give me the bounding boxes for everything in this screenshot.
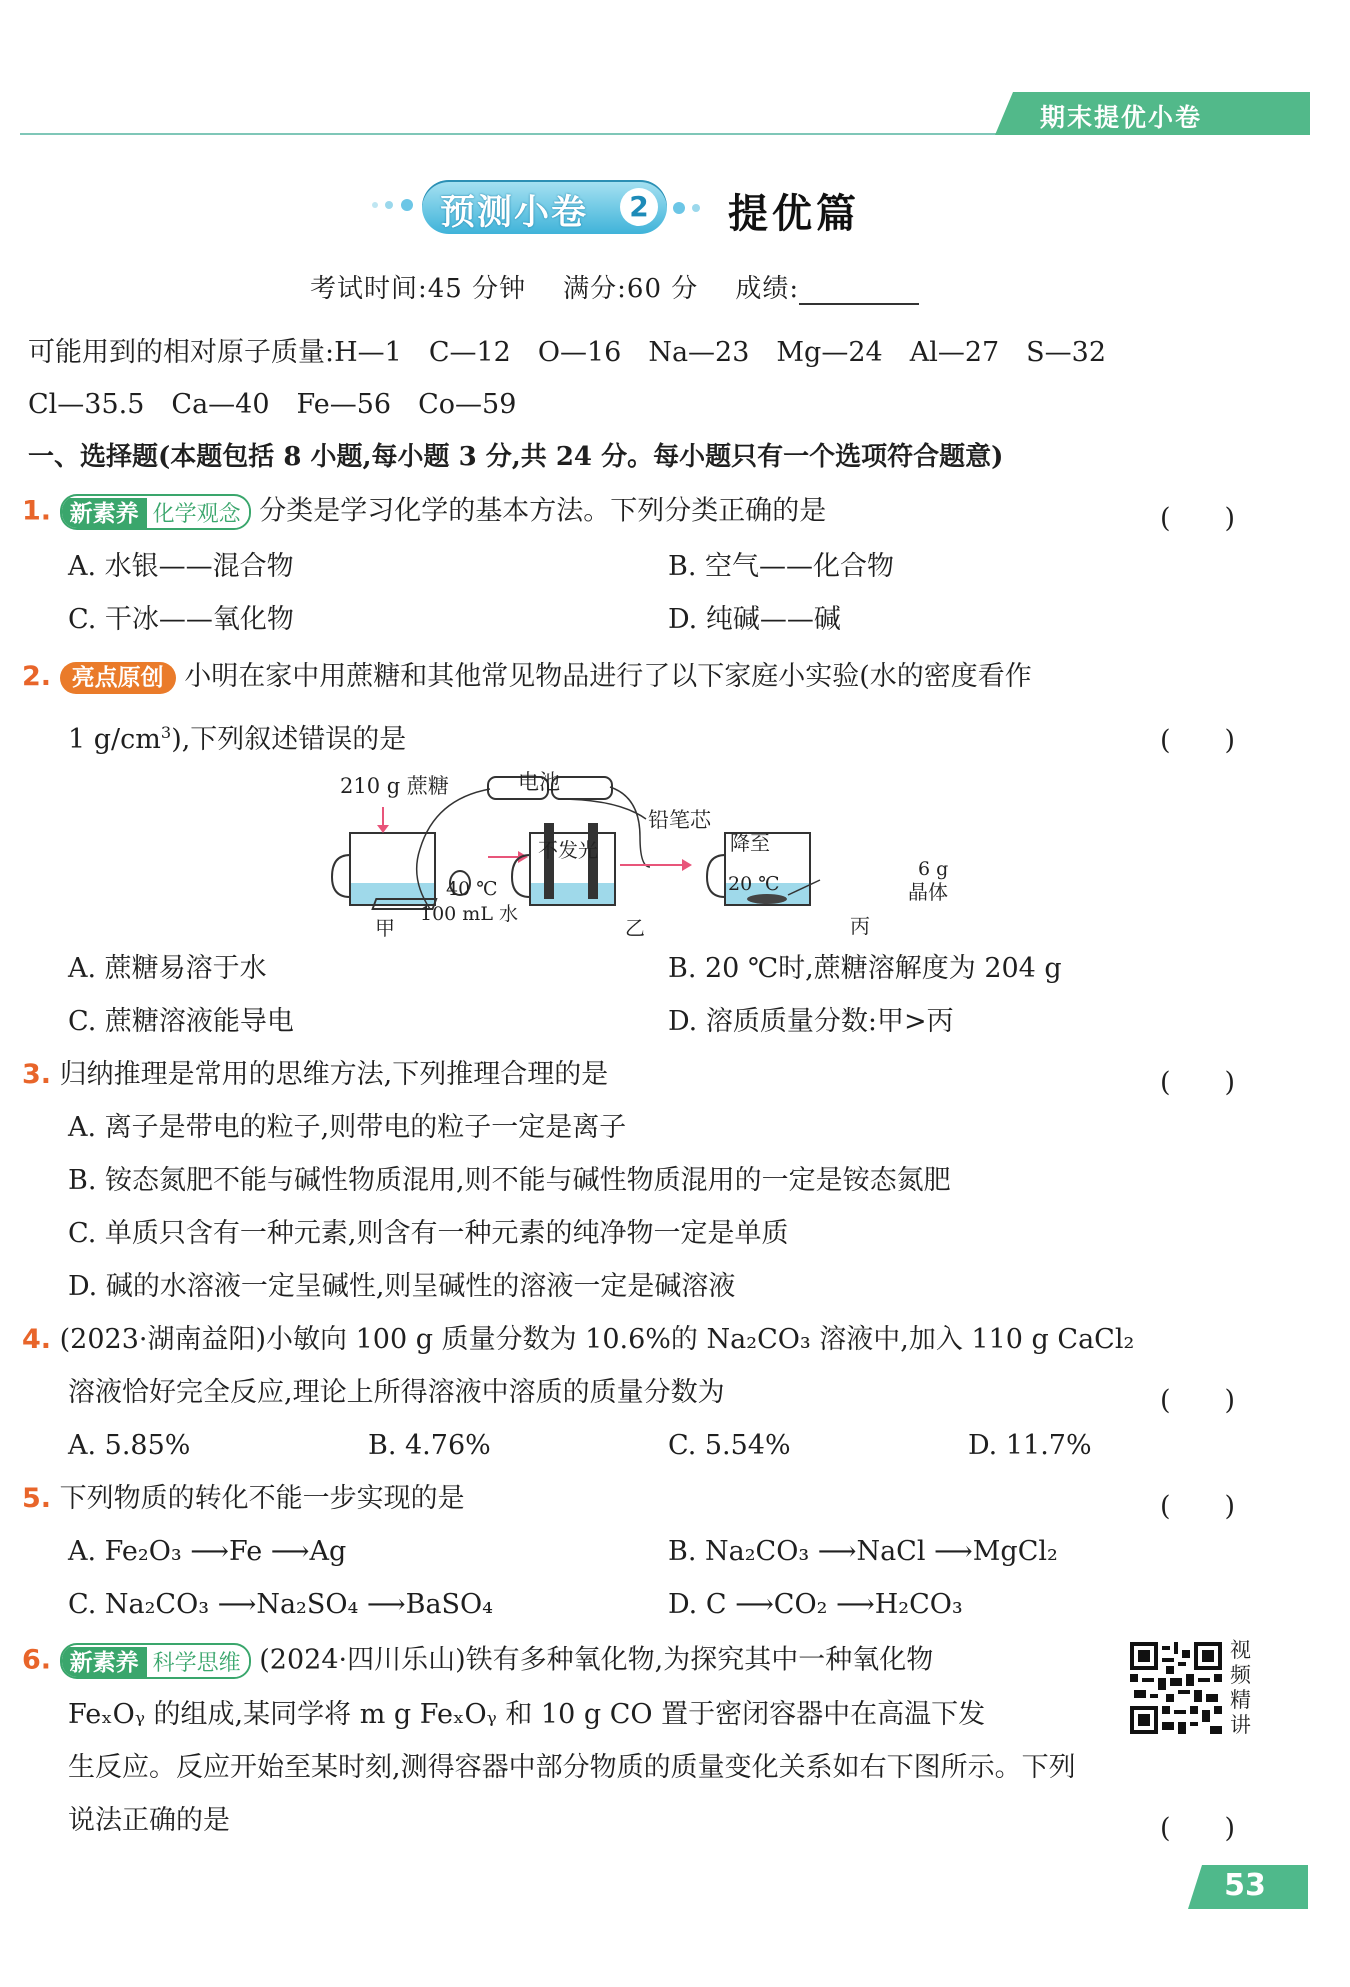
question-2 (22, 660, 1032, 694)
cup-handle-jia (332, 855, 350, 897)
section-heading: 一、选择题(本题包括 8 小题,每小题 3 分,共 24 分。每小题只有一个选项符合题意) (28, 442, 1004, 472)
exam-time: 考试时间:45 分钟 (310, 274, 527, 304)
answer-paren: ( ) (1160, 503, 1236, 534)
exam-info (310, 268, 919, 305)
answer-paren: ( ) (1160, 1491, 1236, 1522)
question-stem: 下列物质的转化不能一步实现的是 (59, 1483, 465, 1514)
label-crystal: 晶体 (908, 880, 948, 904)
q5-option-d: D. C ⟶CO₂ ⟶H₂CO₃ (668, 1589, 963, 1620)
atomic-mass-line1: 可能用到的相对原子质量:H—1 C—12 O—16 Na—23 Mg—24 Al—27 S—32 (28, 337, 1107, 368)
q2-option-b: B. 20 ℃时,蔗糖溶解度为 204 g (668, 953, 1062, 984)
q1-option-a: A. 水银——混合物 (68, 551, 294, 582)
question-stem: 小敏向 100 g 质量分数为 10.6%的 Na₂CO₃ 溶液中,加入 110 g CaCl₂ (266, 1324, 1135, 1355)
question-1 (22, 494, 826, 530)
badge-original: 亮点原创 (60, 662, 176, 694)
q4-option-c: C. 5.54% (668, 1430, 791, 1461)
title-dots-left-icon (365, 190, 425, 220)
label-temp1: 40 ℃ (446, 878, 498, 900)
exam-score: 满分:60 分 (563, 274, 699, 304)
label-water: 100 mL 水 (420, 903, 518, 925)
answer-paren: ( ) (1160, 1067, 1236, 1098)
video-lecture-label: 视 频 精 讲 (1230, 1638, 1251, 1737)
question-6-stem-line3: 生反应。反应开始至某时刻,测得容器中部分物质的质量变化关系如右下图所示。下列 (68, 1752, 1076, 1783)
q4-option-b: B. 4.76% (368, 1430, 491, 1461)
q2-option-a: A. 蔗糖易溶于水 (68, 953, 267, 984)
question-number: 1. (22, 495, 52, 527)
label-jia: 甲 (375, 916, 395, 940)
badge-new-literacy: 新素养 科学思维 (60, 1643, 251, 1679)
question-stem: 小明在家中用蔗糖和其他常见物品进行了以下家庭小实验(水的密度看作 (184, 661, 1032, 692)
q5-option-b: B. Na₂CO₃ ⟶NaCl ⟶MgCl₂ (668, 1536, 1058, 1567)
question-stem: 归纳推理是常用的思维方法,下列推理合理的是 (59, 1059, 609, 1090)
question-6-stem-line2: FeₓOᵧ 的组成,某同学将 m g FeₓOᵧ 和 10 g CO 置于密闭容器中在高温下发 (68, 1699, 986, 1730)
answer-paren: ( ) (1160, 725, 1236, 756)
q3-option-d: D. 碱的水溶液一定呈碱性,则呈碱性的溶液一定是碱溶液 (68, 1271, 736, 1302)
question-5 (22, 1482, 465, 1516)
label-pencil: 铅笔芯 (648, 808, 711, 832)
label-cool-to: 降至 (730, 831, 770, 855)
q1-option-b: B. 空气——化合物 (668, 551, 895, 582)
question-number: 6. (22, 1644, 52, 1676)
badge-new-literacy: 新素养 化学观念 (60, 494, 251, 530)
exam-grade: 成绩: (735, 274, 800, 304)
question-stem: (2024·四川乐山)铁有多种氧化物,为探究其中一种氧化物 (259, 1644, 934, 1676)
qr-code-icon[interactable] (1130, 1642, 1222, 1734)
q1-option-d: D. 纯碱——碱 (668, 604, 841, 635)
question-number: 3. (22, 1059, 52, 1090)
question-source: (2023·湖南益阳) (59, 1324, 267, 1355)
q3-option-c: C. 单质只含有一种元素,则含有一种元素的纯净物一定是单质 (68, 1218, 789, 1249)
label-yi: 乙 (625, 916, 645, 940)
q5-option-c: C. Na₂CO₃ ⟶Na₂SO₄ ⟶BaSO₄ (68, 1589, 493, 1620)
q3-option-b: B. 铵态氮肥不能与碱性物质混用,则不能与碱性物质混用的一定是铵态氮肥 (68, 1165, 951, 1196)
q2-option-d: D. 溶质质量分数:甲>丙 (668, 1006, 954, 1037)
question-4 (22, 1323, 1134, 1357)
q4-option-d: D. 11.7% (968, 1430, 1092, 1461)
title-number-badge: 2 (620, 188, 658, 226)
q5-option-a: A. Fe₂O₃ ⟶Fe ⟶Ag (68, 1536, 347, 1567)
question-number: 5. (22, 1483, 52, 1514)
label-battery: 电池 (518, 770, 560, 794)
page-number: 53 (1224, 1868, 1266, 1903)
atomic-mass-line2: Cl—35.5 Ca—40 Fe—56 Co—59 (28, 389, 517, 420)
header-tab-label: 期末提优小卷 (1040, 103, 1203, 132)
question-3 (22, 1058, 608, 1092)
q2-option-c: C. 蔗糖溶液能导电 (68, 1006, 294, 1037)
arrow-sugar-icon (377, 825, 389, 833)
crystal-pile (747, 894, 787, 904)
label-temp2: 20 ℃ (728, 873, 780, 895)
label-bing: 丙 (850, 914, 870, 938)
water-yi (531, 883, 614, 904)
q1-option-c: C. 干冰——氧化物 (68, 604, 294, 635)
label-no-light: 不发光 (538, 838, 598, 862)
answer-paren: ( ) (1160, 1813, 1236, 1844)
question-4-stem-line2: 溶液恰好完全反应,理论上所得溶液中溶质的质量分数为 (68, 1377, 725, 1408)
title-pill-text: 预测小卷 (440, 193, 589, 233)
grade-blank (799, 277, 919, 305)
question-stem: 分类是学习化学的基本方法。下列分类正确的是 (259, 495, 827, 527)
arrow-cool-icon (682, 859, 692, 871)
question-number: 4. (22, 1324, 52, 1355)
title-dots-right-icon (672, 200, 712, 216)
page-title: 提优篇 (728, 191, 860, 237)
question-number: 2. (22, 661, 52, 692)
experiment-figure (320, 765, 980, 945)
label-sugar: 210 g 蔗糖 (340, 774, 449, 798)
q3-option-a: A. 离子是带电的粒子,则带电的粒子一定是离子 (68, 1112, 627, 1143)
question-6 (22, 1643, 933, 1679)
label-crystal-mass: 6 g (918, 858, 949, 880)
answer-paren: ( ) (1160, 1385, 1236, 1416)
q4-option-a: A. 5.85% (68, 1430, 191, 1461)
question-2-stem-line2: 1 $g/cm^3$),下列叙述错误的是 (68, 723, 407, 755)
question-6-stem-line4: 说法正确的是 (68, 1805, 230, 1836)
